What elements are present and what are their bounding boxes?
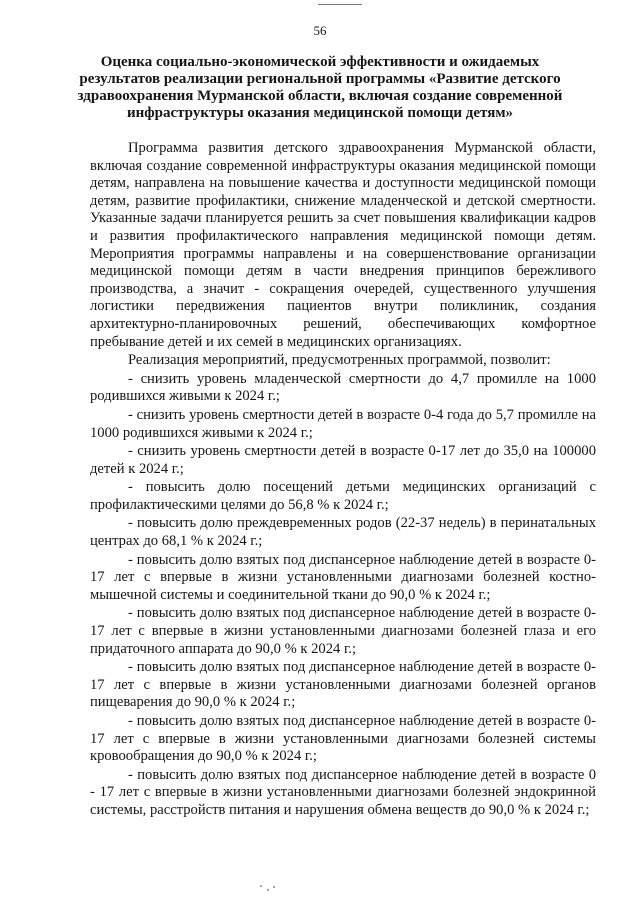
top-edge-mark xyxy=(318,4,362,5)
intro-paragraph: Программа развития детского здравоохранения Мурманской области, включая создание современной инфраструктуры оказания медицинской помощи детям, направлена на повышение качества и доступности медицинской помощи детям, развитие профилактики, снижение младенческой и детской смертности. Указанные задачи планируется решить за счет повышения квалификации кадров и развития профилактического направления медицинской помощи детям. Мероприятия программы направлены и на совершенствование организации медицинской помощи детям в части внедрения принципов бережливого производства, а значит - сокращения очередей, существенного улучшения логистики передвижения пациентов внутри поликлиник, создания архитектурно-планировочных решений, обеспечивающих комфортное пребывание детей и их семей в медицинских организациях. xyxy=(90,140,596,350)
page-number: 56 xyxy=(313,23,327,38)
result-item: - повысить долю посещений детьми медицинских организаций с профилактическими целями до 56,8 % к 2024 г.; xyxy=(90,479,596,513)
result-item: - повысить долю взятых под диспансерное наблюдение детей в возрасте 0-17 лет с впервые в жизни установленными диагнозами болезней системы кровообращения до 90,0 % к 2024 г.; xyxy=(90,713,596,765)
result-item: - снизить уровень смертности детей в возрасте 0-4 года до 5,7 промилле на 1000 родившихся живыми к 2024 г.; xyxy=(90,406,596,441)
result-item: - повысить долю преждевременных родов (22-37 недель) в перинатальных центрах до 68,1 % к 2024 г.; xyxy=(90,515,596,550)
result-item: - повысить долю взятых под диспансерное наблюдение детей в возрасте 0 - 17 лет с впервые в жизни установленными диагнозами болезней эндокринной системы, расстройств питания и нарушения обмена веществ до 90,0 % к 2024 г.; xyxy=(90,766,596,818)
result-item: - повысить долю взятых под диспансерное наблюдение детей в возрасте 0-17 лет с впервые в жизни установленными диагнозами болезней костно-мышечной системы и соединительной ткани до 90,0 % к 2024 г.; xyxy=(90,551,596,603)
result-item: - повысить долю взятых под диспансерное наблюдение детей в возрасте 0-17 лет с впервые в жизни установленными диагнозами болезней органов пищеварения до 90,0 % к 2024 г.; xyxy=(90,659,596,711)
result-item: - снизить уровень смертности детей в возрасте 0-17 лет до 35,0 на 100000 детей к 2024 г.; xyxy=(90,443,596,477)
document-body xyxy=(90,140,596,820)
scan-specks xyxy=(258,884,278,894)
result-item: - снизить уровень младенческой смертности до 4,7 промилле на 1000 родившихся живыми к 2024 г.; xyxy=(90,370,596,405)
results-lead-paragraph: Реализация мероприятий, предусмотренных программой, позволит: xyxy=(128,352,551,369)
result-item: - повысить долю взятых под диспансерное наблюдение детей в возрасте 0-17 лет с впервые в жизни установленными диагнозами болезней глаза и его придаточного аппарата до 90,0 % к 2024 г.; xyxy=(90,605,596,657)
section-title: Оценка социально-экономической эффективности и ожидаемых результатов реализации региональной программы «Развитие детского здравоохранения Мурманской области, включая создание современной инфраструктуры оказания медицинской помощи детям» xyxy=(77,54,563,121)
